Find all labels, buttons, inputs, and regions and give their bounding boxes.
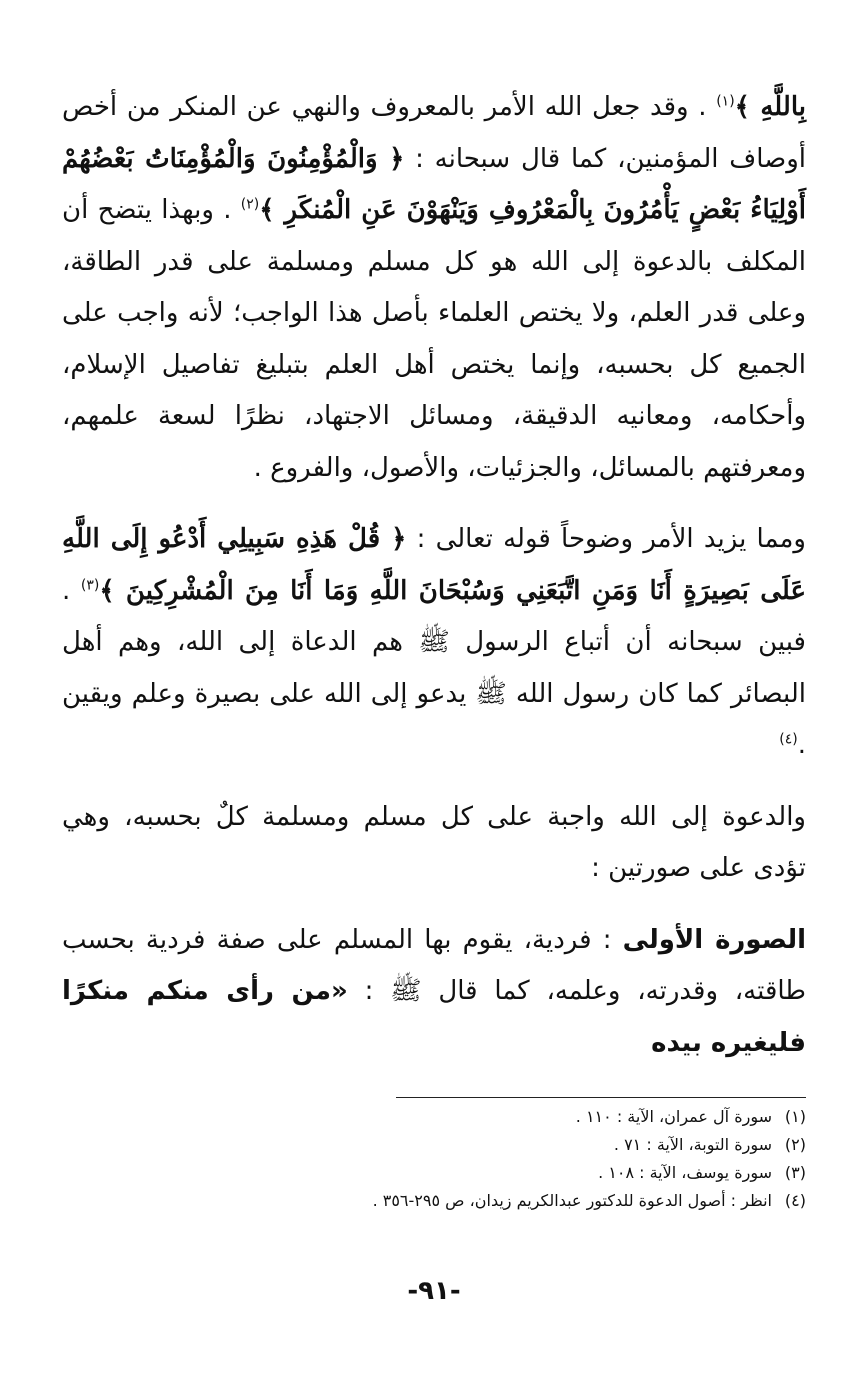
hadith-quote: «من رأى منكم منكرًا فليغيره بيده bbox=[62, 976, 806, 1058]
footnote-text: سورة آل عمران، الآية : ١١٠ . bbox=[575, 1107, 772, 1126]
quran-verse-end: بِاللَّهِ ﴾ bbox=[734, 92, 806, 122]
footnote-text: سورة التوبة، الآية : ٧١ . bbox=[613, 1135, 772, 1154]
footnote-text: انظر : أصول الدعوة للدكتور عبدالكريم زيدان، ص ٢٩٥-٣٥٦ . bbox=[372, 1191, 772, 1210]
footnote-item bbox=[62, 1159, 806, 1187]
text-segment: . وبهذا يتضح أن المكلف بالدعوة إلى الله هو كل مسلم ومسلمة على قدر الطاقة، وعلى قدر العلم، ولا يختص العلماء بأصل هذا الواجب؛ لأنه واجب على الجميع كل بحسبه، وإنما يختص أهل العلم بتبليغ تفاصيل الإسلام، وأحكامه، ومعانيه الدقيقة، ومسائل الاجتهاد، نظرًا لسعة علمهم، ومعرفتهم بالمسائل، والجزئيات، والأصول، والفروع . bbox=[62, 195, 806, 483]
text-segment: . فبين سبحانه أن أتباع الرسول ﷺ هم الدعاة إلى الله، وهم أهل البصائر كما كان رسول الله ﷺ يدعو إلى الله على بصيرة وعلم ويقين . bbox=[62, 575, 806, 760]
quran-verse: ﴿ وَالْمُؤْمِنُونَ وَالْمُؤْمِنَاتُ بَعْضُهُمْ أَوْلِيَاءُ بَعْضٍ يَأْمُرُونَ بِالْمَعْرُوفِ وَيَنْهَوْنَ عَنِ الْمُنكَرِ ﴾ bbox=[62, 143, 806, 225]
paragraph-1 bbox=[62, 82, 806, 494]
footnote-ref-3: (٣) bbox=[80, 576, 100, 593]
footnotes bbox=[62, 1103, 806, 1215]
footnote-ref-1: (١) bbox=[716, 93, 735, 110]
footnote-item bbox=[62, 1103, 806, 1131]
footnote-number: (٢) bbox=[784, 1135, 806, 1154]
quran-verse: ﴿ قُلْ هَذِهِ سَبِيلِي أَدْعُو إِلَى اللَّهِ عَلَى بَصِيرَةٍ أَنَا وَمَنِ اتَّبَعَنِي وَسُبْحَانَ اللَّهِ وَمَا أَنَا مِنَ الْمُشْرِكِينَ ﴾ bbox=[62, 524, 806, 606]
footnote-item bbox=[62, 1131, 806, 1159]
paragraph-2 bbox=[62, 514, 806, 772]
text-segment: ومما يزيد الأمر وضوحاً قوله تعالى : bbox=[406, 524, 806, 554]
footnote-number: (١) bbox=[784, 1107, 806, 1126]
paragraph-4 bbox=[62, 915, 806, 1070]
text-segment: . وقد جعل الله الأمر بالمعروف والنهي عن المنكر من أخص أوصاف المؤمنين، كما قال سبحانه : bbox=[62, 92, 806, 174]
footnote-divider bbox=[396, 1097, 806, 1098]
footnote-ref-4: (٤) bbox=[779, 731, 798, 748]
text-segment: : فردية، يقوم بها المسلم على صفة فردية بحسب طاقته، وقدرته، وعلمه، كما قال ﷺ : bbox=[62, 924, 807, 1006]
footnote-item bbox=[62, 1187, 806, 1215]
footnote-ref-2: (٢) bbox=[240, 196, 260, 213]
footnote-text: سورة يوسف، الآية : ١٠٨ . bbox=[598, 1163, 772, 1182]
footnote-number: (٤) bbox=[784, 1191, 806, 1210]
paragraph-3: والدعوة إلى الله واجبة على كل مسلم ومسلمة كلٌ بحسبه، وهي تؤدى على صورتين : bbox=[62, 801, 806, 883]
page-number: -٩١- bbox=[407, 1276, 461, 1306]
footnote-number: (٣) bbox=[784, 1163, 806, 1182]
section-heading: الصورة الأولى bbox=[622, 924, 806, 955]
main-text bbox=[62, 82, 806, 1069]
